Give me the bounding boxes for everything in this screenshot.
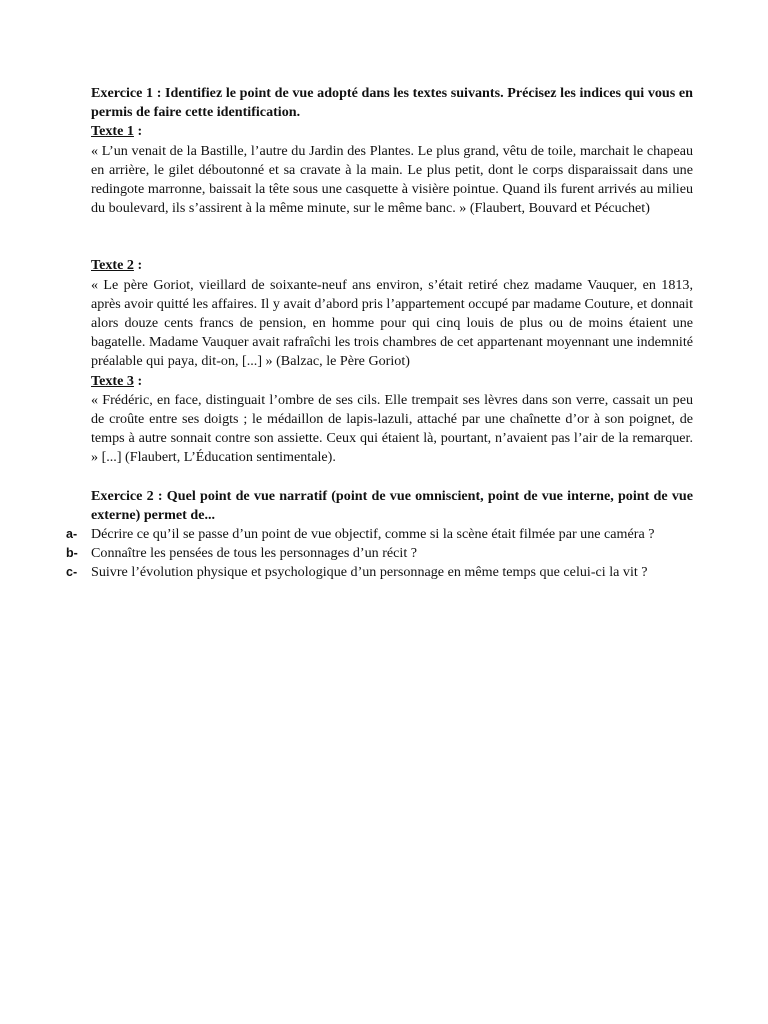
question-marker-c: c-	[66, 565, 78, 580]
question-item-c	[66, 563, 693, 582]
text-3-body: « Frédéric, en face, distinguait l’ombre de ses cils. Elle trempait ses lèvres dans son verre, cassait un peu de croûte entre ses doigts ; le médaillon de lapis-lazuli, attaché par une chaînette d’or à son poignet, de temps à autre sonnait contre son assiette. Ceux qui étaient là, pourtant, n’avaient pas l’air de la remarquer. » [...] (Flaubert, L’Éducation sentimentale).	[91, 391, 693, 466]
spacer	[91, 218, 693, 256]
exercise-2-title: Exercice 2 : Quel point de vue narratif (point de vue omniscient, point de vue interne, point de vue externe) permet de...	[91, 487, 693, 523]
question-item-a	[66, 525, 693, 544]
text-1-colon: :	[133, 123, 143, 140]
question-marker-b: b-	[66, 546, 78, 561]
question-text-b: Connaître les pensées de tous les personnages d’un récit ?	[91, 545, 418, 562]
text-2-heading	[91, 256, 693, 275]
question-text-c: Suivre l’évolution physique et psychologique d’un personnage en même temps que celui-ci la vit ?	[91, 564, 648, 581]
question-marker-a: a-	[66, 527, 78, 542]
question-item-b	[66, 544, 693, 563]
document-content	[66, 84, 693, 583]
text-3-colon: :	[133, 372, 143, 389]
text-2-label: Texte 2	[91, 257, 134, 274]
text-1-heading	[91, 122, 693, 141]
text-3-label: Texte 3	[91, 372, 134, 389]
question-text-a: Décrire ce qu’il se passe d’un point de vue objectif, comme si la scène était filmée par une caméra ?	[91, 526, 655, 543]
text-1-body: « L’un venait de la Bastille, l’autre du Jardin des Plantes. Le plus grand, vêtu de toile, marchait le chapeau en arrière, le gilet déboutonné et sa cravate à la main. Le plus petit, dont le corps disparaissait dans une redingote marronne, baissait la tête sous une casquette à visière pointue. Quand ils furent arrivés au milieu du boulevard, ils s’assirent à la même minute, sur le même banc. » (Flaubert, Bouvard et Pécuchet)	[91, 142, 693, 217]
exercise-2-question-list	[66, 525, 693, 583]
text-2-colon: :	[133, 257, 143, 274]
text-3-heading	[91, 372, 693, 391]
text-1-label: Texte 1	[91, 123, 134, 140]
text-2-body: « Le père Goriot, vieillard de soixante-neuf ans environ, s’était retiré chez madame Vauquer, en 1813, après avoir quitté les affaires. Il y avait d’abord pris l’appartement occupé par madame Couture, et donnait alors douze cents francs de pension, en homme pour qui cinq louis de plus ou de moins étaient une bagatelle. Madame Vauquer avait rafraîchi les trois chambres de cet appartenant moyennant une indemnité préalable qui paya, dit-on, [...] » (Balzac, le Père Goriot)	[91, 276, 693, 370]
spacer	[91, 468, 693, 487]
exercise-1-title: Exercice 1 : Identifiez le point de vue adopté dans les textes suivants. Précisez les indices qui vous en permis de faire cette identification.	[91, 85, 693, 121]
